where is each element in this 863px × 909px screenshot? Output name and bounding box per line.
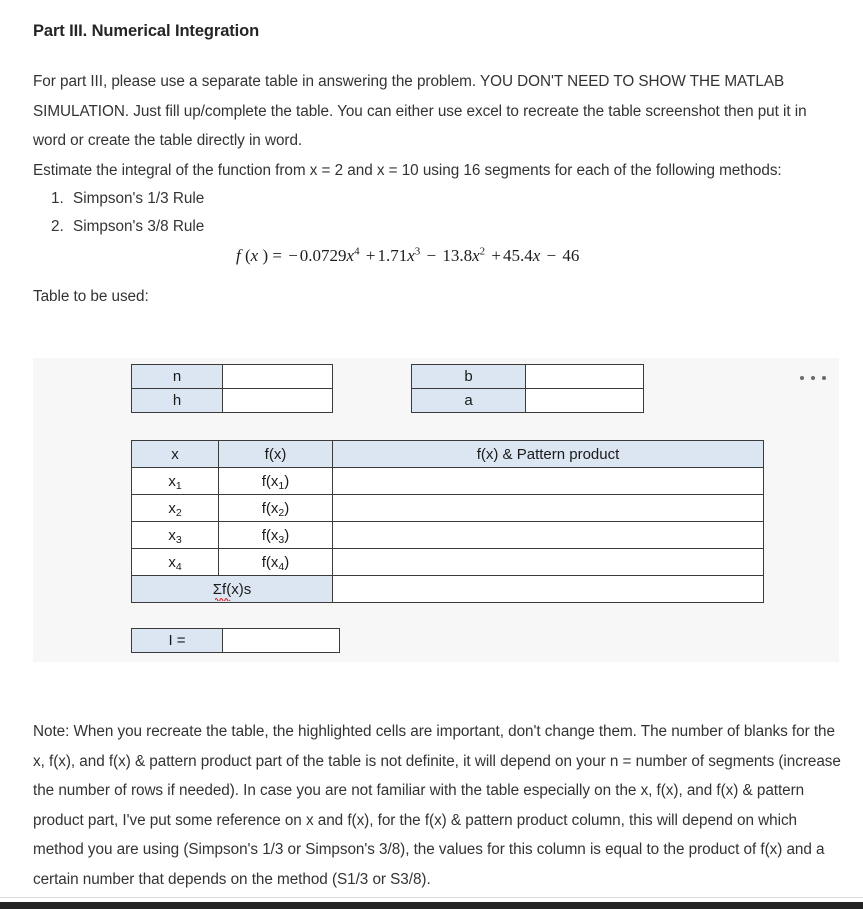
bottom-bar [0, 902, 863, 909]
cell-fx1: $f(x_1)$ [219, 468, 333, 495]
table-row [132, 365, 333, 389]
table-row [132, 549, 764, 576]
table-row [132, 522, 764, 549]
ba-label-a: a [412, 389, 526, 413]
cell-pattern-3[interactable] [333, 522, 764, 549]
cell-x1: $x_1$ [132, 468, 219, 495]
cell-x3: $x_3$ [132, 522, 219, 549]
table-header-row [132, 441, 764, 468]
table-sum-row [132, 576, 764, 603]
integral-label: I = [132, 629, 223, 653]
integral-result-table [131, 628, 340, 653]
methods-list [33, 185, 833, 241]
ellipsis-dot [811, 376, 815, 380]
ba-value-a[interactable] [526, 389, 644, 413]
spellcheck-squiggle-icon [215, 597, 235, 601]
cell-fx3: $f(x_3)$ [219, 522, 333, 549]
nh-label-n: n [132, 365, 223, 389]
nh-table [131, 364, 333, 413]
bottom-note: Note: When you recreate the table, the highlighted cells are important, don't change them. The number of blanks for the x, f(x), and f(x) & pattern product part of the table is not definite, it will depend on your n = number of segments (increase the number of rows if needed). In case you are not familiar with the table especially on the x, f(x), and f(x) & pattern product part, I've put some reference on x and f(x), for the f(x) & pattern product column, this will depend on which method you are using (Simpson's 1/3 or Simpson's 3/8), the values for this column is equal to the product of f(x) and a certain number that depends on the method (S1/3 or S3/8). [33, 723, 841, 888]
method-item-simpson-13: Simpson's 1/3 Rule [73, 190, 205, 207]
cell-pattern-4[interactable] [333, 549, 764, 576]
method-item-simpson-38: Simpson's 3/8 Rule [73, 218, 205, 235]
function-formula: f (x ) = − $0.0729x^4 + 1.71x^3 - 13.8x^2 + 45.4x - 46$ [236, 245, 580, 265]
cell-pattern-1[interactable] [333, 468, 764, 495]
cell-x4: $x_4$ [132, 549, 219, 576]
table-row [132, 389, 333, 413]
cell-x2: $x_2$ [132, 495, 219, 522]
table-row [412, 365, 644, 389]
column-header-fx: f(x) [219, 441, 333, 468]
nh-value-h[interactable] [223, 389, 333, 413]
ba-table [411, 364, 644, 413]
nh-label-h: h [132, 389, 223, 413]
table-row [132, 629, 340, 653]
ellipsis-icon[interactable] [800, 370, 826, 386]
formula-container [33, 246, 833, 266]
ba-label-b: b [412, 365, 526, 389]
table-figure-panel [33, 358, 839, 662]
integral-value[interactable] [223, 629, 340, 653]
nh-value-n[interactable] [223, 365, 333, 389]
sum-fx-value[interactable] [333, 576, 764, 603]
bottom-divider [0, 897, 863, 898]
ellipsis-dot [800, 376, 804, 380]
cell-fx2: $f(x_2)$ [219, 495, 333, 522]
cell-pattern-2[interactable] [333, 495, 764, 522]
cell-fx4: $f(x_4)$ [219, 549, 333, 576]
ellipsis-dot [822, 376, 826, 380]
intro-paragraph: For part III, please use a separate table in answering the problem. YOU DON'T NEED TO SHOW THE MATLAB SIMULATION. Just fill up/complete the table. You can either use excel to recreate the table screenshot then put it in word or create the table directly in word. [33, 73, 807, 149]
ba-value-b[interactable] [526, 365, 644, 389]
column-header-pattern-product: f(x) & Pattern product [333, 441, 764, 468]
table-row [132, 468, 764, 495]
table-lead-text: Table to be used: [33, 288, 149, 305]
task-paragraph: Estimate the integral of the function from x = 2 and x = 10 using 16 segments for each of the following methods: [33, 161, 782, 179]
table-row [132, 495, 764, 522]
table-row [412, 389, 644, 413]
column-header-x: x [132, 441, 219, 468]
integration-table [131, 440, 764, 603]
sum-fx-label: Σf(x)s [132, 576, 333, 603]
document-content [33, 22, 833, 311]
page-title: Part III. Numerical Integration [33, 22, 260, 40]
